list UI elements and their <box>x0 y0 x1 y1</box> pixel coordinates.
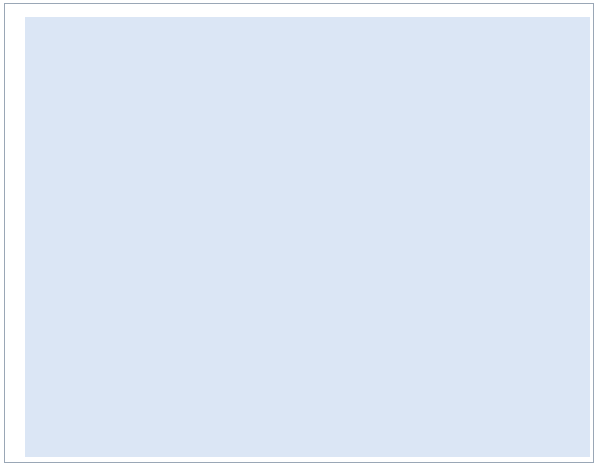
diagram-window <box>4 3 594 463</box>
topology-canvas <box>25 17 590 457</box>
